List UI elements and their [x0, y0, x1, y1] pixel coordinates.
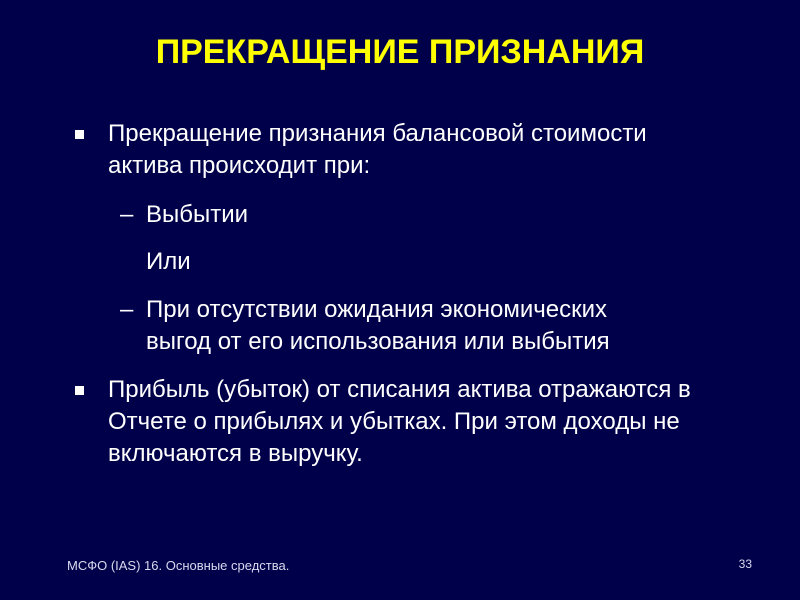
bullet-item-1: Прекращение признания балансовой стоимости актива происходит при: — [108, 120, 647, 179]
dash-bullet-icon: – — [120, 296, 134, 323]
square-bullet-icon — [75, 386, 84, 395]
square-bullet-icon — [75, 130, 84, 139]
slide-title: ПРЕКРАЩЕНИЕ ПРИЗНАНИЯ — [155, 33, 645, 71]
dash-bullet-icon: – — [120, 201, 134, 228]
sub-item-2: Или — [146, 248, 191, 275]
sub-item-3: При отсутствии ожидания экономических выгод от его использования или выбытия — [146, 296, 610, 355]
footer-caption: МСФО (IAS) 16. Основные средства. — [67, 558, 290, 573]
page-number: 33 — [738, 557, 752, 571]
sub-item-1: Выбытии — [146, 201, 249, 228]
bullet-item-2: Прибыль (убыток) от списания актива отражаются в Отчете о прибылях и убытках. При этом доходы не включаются в выручку. — [108, 376, 691, 467]
